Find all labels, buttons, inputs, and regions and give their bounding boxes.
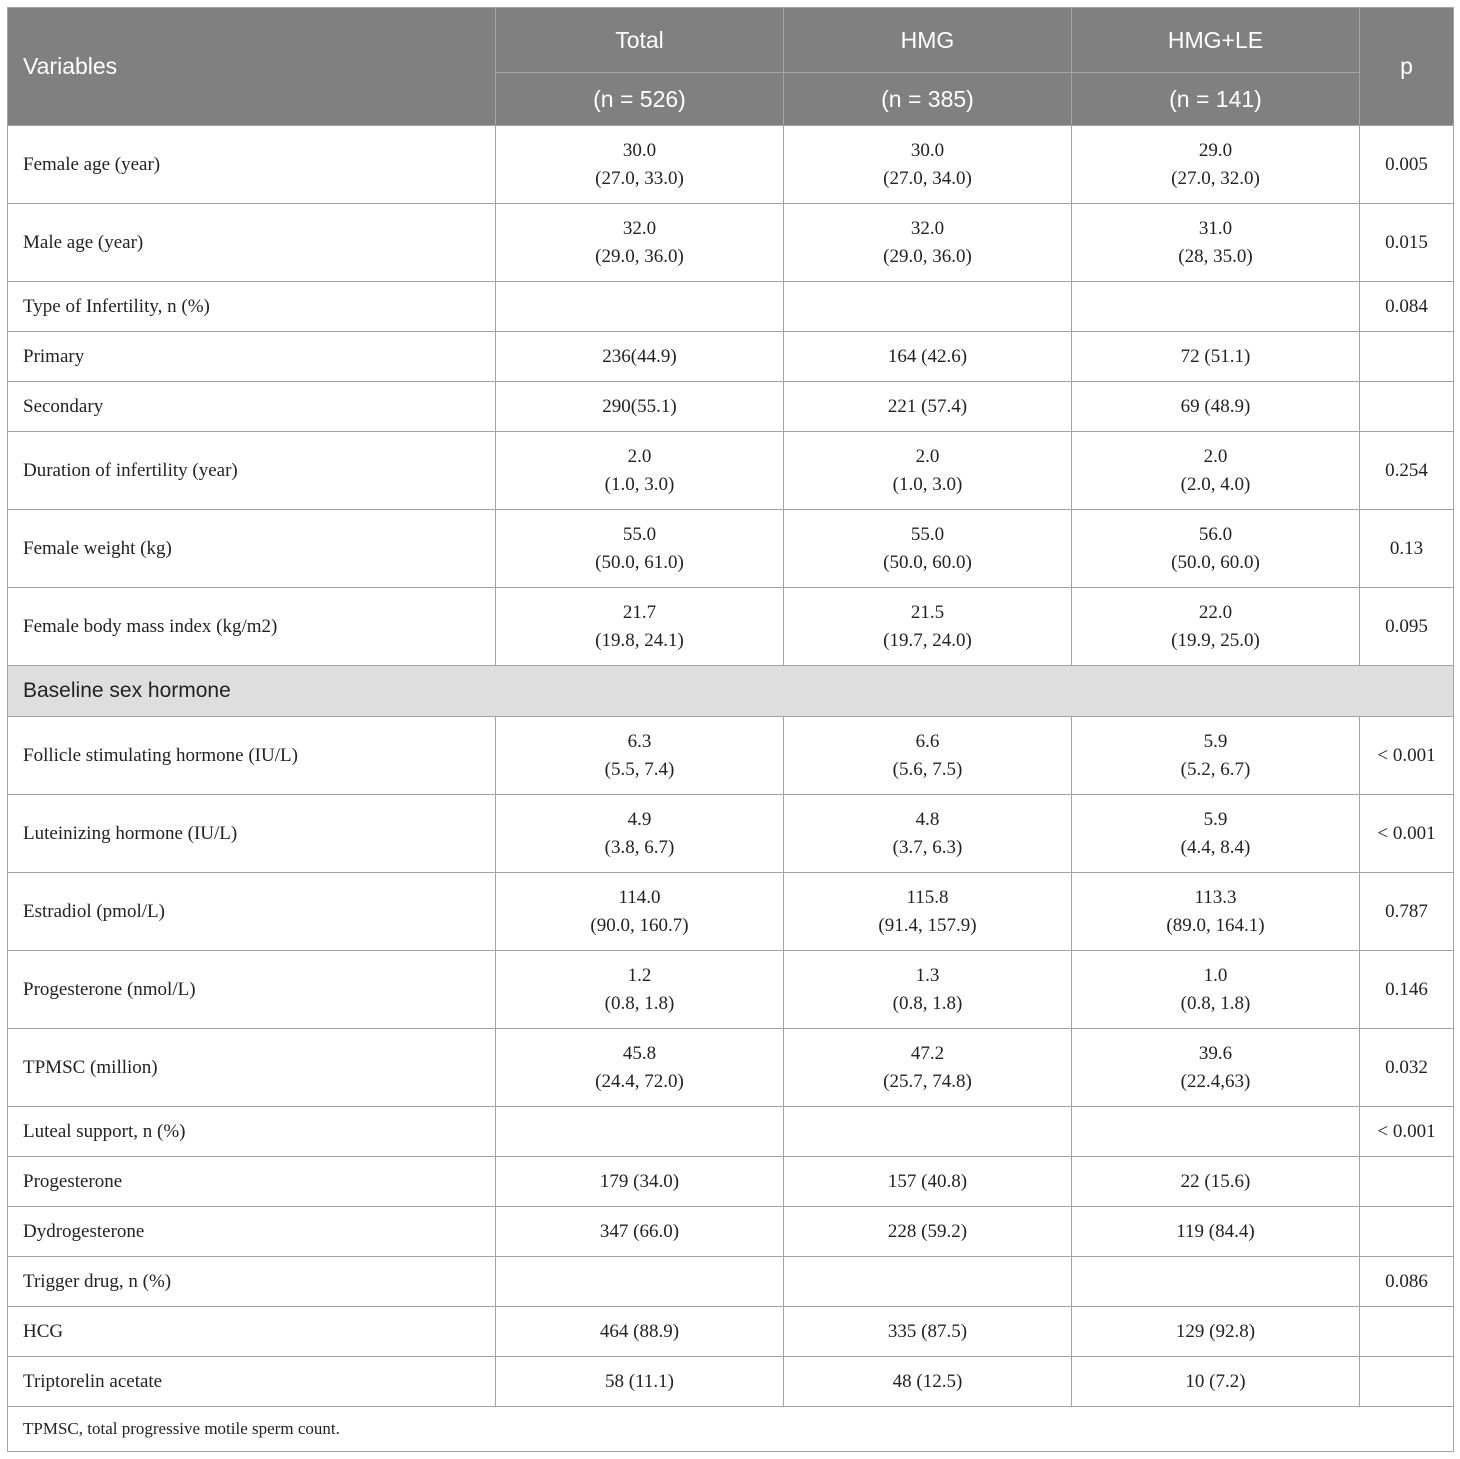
cell-p-value: 0.086	[1360, 1257, 1454, 1307]
median-value: 55.0	[910, 523, 945, 545]
median-value: 4.9	[627, 808, 652, 830]
table-row	[8, 332, 1454, 382]
cell-hmgle	[1072, 951, 1360, 1029]
cell-total	[496, 282, 784, 332]
median-value: 30.0	[622, 139, 657, 161]
cell-hmgle	[1072, 282, 1360, 332]
table-row	[8, 126, 1454, 204]
median-value: 39.6	[1198, 1042, 1233, 1064]
row-label: HCG	[8, 1307, 496, 1357]
row-label: Male age (year)	[8, 204, 496, 282]
table-row	[8, 510, 1454, 588]
cell-hmgle	[1072, 1257, 1360, 1307]
header-variables: Variables	[8, 8, 496, 126]
table-row	[8, 1207, 1454, 1257]
median-value: 1.3	[915, 964, 940, 986]
table-row	[8, 1029, 1454, 1107]
median-value: 5.9	[1203, 808, 1228, 830]
row-label: Follicle stimulating hormone (IU/L)	[8, 717, 496, 795]
cell-p-value: < 0.001	[1360, 717, 1454, 795]
table-row	[8, 1307, 1454, 1357]
cell-total	[496, 951, 784, 1029]
cell-hmg: 335 (87.5)	[784, 1307, 1072, 1357]
median-value: 56.0	[1198, 523, 1233, 545]
baseline-characteristics-table	[7, 7, 1454, 1452]
median-value: 29.0	[1198, 139, 1233, 161]
iqr-value: (27.0, 33.0)	[595, 167, 684, 189]
iqr-value: (91.4, 157.9)	[878, 914, 977, 936]
row-label: Female age (year)	[8, 126, 496, 204]
median-value: 2.0	[627, 445, 652, 467]
iqr-value: (19.7, 24.0)	[883, 629, 972, 651]
cell-total: 464 (88.9)	[496, 1307, 784, 1357]
median-value: 6.6	[915, 730, 940, 752]
table-row	[8, 382, 1454, 432]
row-label: Female body mass index (kg/m2)	[8, 588, 496, 666]
cell-total	[496, 873, 784, 951]
median-value: 113.3	[1194, 886, 1237, 908]
cell-total: 347 (66.0)	[496, 1207, 784, 1257]
iqr-value: (0.8, 1.8)	[892, 992, 963, 1014]
iqr-value: (1.0, 3.0)	[892, 473, 963, 495]
table-row	[8, 795, 1454, 873]
iqr-value: (25.7, 74.8)	[883, 1070, 972, 1092]
iqr-value: (28, 35.0)	[1178, 245, 1253, 267]
cell-p-value: 0.032	[1360, 1029, 1454, 1107]
section-row	[8, 666, 1454, 717]
iqr-value: (19.8, 24.1)	[595, 629, 684, 651]
table-row	[8, 1107, 1454, 1157]
iqr-value: (19.9, 25.0)	[1171, 629, 1260, 651]
cell-hmg	[784, 204, 1072, 282]
cell-hmg	[784, 795, 1072, 873]
median-value: 31.0	[1198, 217, 1233, 239]
row-label: Primary	[8, 332, 496, 382]
iqr-value: (50.0, 61.0)	[595, 551, 684, 573]
cell-hmgle	[1072, 795, 1360, 873]
median-value: 6.3	[627, 730, 652, 752]
median-value: 30.0	[910, 139, 945, 161]
table-row	[8, 1357, 1454, 1407]
cell-hmg	[784, 951, 1072, 1029]
table-row	[8, 432, 1454, 510]
cell-hmgle	[1072, 510, 1360, 588]
row-label: Duration of infertility (year)	[8, 432, 496, 510]
cell-p-value: 0.13	[1360, 510, 1454, 588]
cell-p-value	[1360, 1207, 1454, 1257]
median-value: 32.0	[910, 217, 945, 239]
table-row	[8, 951, 1454, 1029]
cell-p-value: 0.095	[1360, 588, 1454, 666]
iqr-value: (27.0, 32.0)	[1171, 167, 1260, 189]
cell-hmgle	[1072, 873, 1360, 951]
cell-hmg: 221 (57.4)	[784, 382, 1072, 432]
cell-hmgle: 10 (7.2)	[1072, 1357, 1360, 1407]
header-group-hmg: HMG	[784, 8, 1072, 73]
cell-p-value	[1360, 382, 1454, 432]
median-value: 21.7	[622, 601, 657, 623]
cell-p-value: < 0.001	[1360, 795, 1454, 873]
cell-hmg	[784, 282, 1072, 332]
row-label: Dydrogesterone	[8, 1207, 496, 1257]
table-row	[8, 282, 1454, 332]
cell-hmg	[784, 873, 1072, 951]
cell-hmg	[784, 588, 1072, 666]
cell-p-value: 0.015	[1360, 204, 1454, 282]
cell-hmg	[784, 1029, 1072, 1107]
cell-hmgle	[1072, 204, 1360, 282]
iqr-value: (2.0, 4.0)	[1180, 473, 1251, 495]
iqr-value: (5.5, 7.4)	[604, 758, 675, 780]
row-label: Estradiol (pmol/L)	[8, 873, 496, 951]
iqr-value: (29.0, 36.0)	[883, 245, 972, 267]
cell-p-value	[1360, 332, 1454, 382]
table-container	[7, 7, 1453, 1452]
cell-hmg	[784, 717, 1072, 795]
table-header	[8, 8, 1454, 126]
median-value: 2.0	[915, 445, 940, 467]
cell-hmgle: 22 (15.6)	[1072, 1157, 1360, 1207]
cell-total	[496, 1029, 784, 1107]
median-value: 22.0	[1198, 601, 1233, 623]
iqr-value: (4.4, 8.4)	[1180, 836, 1251, 858]
header-group-total: Total	[496, 8, 784, 73]
cell-total	[496, 588, 784, 666]
row-label: Progesterone (nmol/L)	[8, 951, 496, 1029]
iqr-value: (1.0, 3.0)	[604, 473, 675, 495]
cell-total	[496, 795, 784, 873]
header-p: p	[1360, 8, 1454, 126]
row-label: Trigger drug, n (%)	[8, 1257, 496, 1307]
cell-hmgle	[1072, 588, 1360, 666]
cell-hmgle: 129 (92.8)	[1072, 1307, 1360, 1357]
iqr-value: (0.8, 1.8)	[1180, 992, 1251, 1014]
cell-p-value: 0.146	[1360, 951, 1454, 1029]
cell-p-value	[1360, 1307, 1454, 1357]
cell-hmgle	[1072, 717, 1360, 795]
median-value: 5.9	[1203, 730, 1228, 752]
table-footnote: TPMSC, total progressive motile sperm count.	[8, 1407, 1454, 1452]
row-label: Progesterone	[8, 1157, 496, 1207]
median-value: 114.0	[618, 886, 661, 908]
iqr-value: (50.0, 60.0)	[883, 551, 972, 573]
cell-hmg: 48 (12.5)	[784, 1357, 1072, 1407]
cell-total	[496, 432, 784, 510]
cell-p-value	[1360, 1157, 1454, 1207]
cell-p-value	[1360, 1357, 1454, 1407]
row-label: Luteal support, n (%)	[8, 1107, 496, 1157]
cell-total: 290(55.1)	[496, 382, 784, 432]
iqr-value: (24.4, 72.0)	[595, 1070, 684, 1092]
cell-hmg	[784, 432, 1072, 510]
cell-total	[496, 510, 784, 588]
section-title: Baseline sex hormone	[8, 666, 1454, 717]
table-row	[8, 717, 1454, 795]
cell-hmgle	[1072, 432, 1360, 510]
iqr-value: (5.6, 7.5)	[892, 758, 963, 780]
cell-p-value: 0.005	[1360, 126, 1454, 204]
cell-total	[496, 717, 784, 795]
iqr-value: (3.7, 6.3)	[892, 836, 963, 858]
row-label: Triptorelin acetate	[8, 1357, 496, 1407]
table-row	[8, 588, 1454, 666]
table-row	[8, 1257, 1454, 1307]
cell-total	[496, 1107, 784, 1157]
cell-hmg	[784, 1107, 1072, 1157]
median-value: 1.2	[627, 964, 652, 986]
cell-total: 236(44.9)	[496, 332, 784, 382]
cell-p-value: 0.084	[1360, 282, 1454, 332]
iqr-value: (5.2, 6.7)	[1180, 758, 1251, 780]
header-n-hmg: (n = 385)	[784, 73, 1072, 126]
cell-hmg: 228 (59.2)	[784, 1207, 1072, 1257]
row-label: Luteinizing hormone (IU/L)	[8, 795, 496, 873]
cell-total: 179 (34.0)	[496, 1157, 784, 1207]
median-value: 47.2	[910, 1042, 945, 1064]
cell-hmgle: 69 (48.9)	[1072, 382, 1360, 432]
iqr-value: (22.4,63)	[1180, 1070, 1251, 1092]
iqr-value: (3.8, 6.7)	[604, 836, 675, 858]
header-group-hmg-le: HMG+LE	[1072, 8, 1360, 73]
iqr-value: (0.8, 1.8)	[604, 992, 675, 1014]
cell-hmg	[784, 126, 1072, 204]
row-label: Type of Infertility, n (%)	[8, 282, 496, 332]
cell-total	[496, 204, 784, 282]
iqr-value: (90.0, 160.7)	[590, 914, 689, 936]
table-row	[8, 204, 1454, 282]
median-value: 21.5	[910, 601, 945, 623]
iqr-value: (50.0, 60.0)	[1171, 551, 1260, 573]
table-row	[8, 873, 1454, 951]
cell-p-value: 0.787	[1360, 873, 1454, 951]
median-value: 55.0	[622, 523, 657, 545]
median-value: 32.0	[622, 217, 657, 239]
cell-hmg: 157 (40.8)	[784, 1157, 1072, 1207]
iqr-value: (29.0, 36.0)	[595, 245, 684, 267]
median-value: 1.0	[1203, 964, 1228, 986]
cell-total: 58 (11.1)	[496, 1357, 784, 1407]
median-value: 115.8	[906, 886, 949, 908]
cell-total	[496, 1257, 784, 1307]
table-body	[8, 126, 1454, 1407]
header-n-total: (n = 526)	[496, 73, 784, 126]
row-label: Female weight (kg)	[8, 510, 496, 588]
median-value: 45.8	[622, 1042, 657, 1064]
header-n-hmg-le: (n = 141)	[1072, 73, 1360, 126]
median-value: 2.0	[1203, 445, 1228, 467]
median-value: 4.8	[915, 808, 940, 830]
cell-hmgle: 119 (84.4)	[1072, 1207, 1360, 1257]
table-row	[8, 1157, 1454, 1207]
cell-hmg	[784, 1257, 1072, 1307]
cell-hmgle	[1072, 126, 1360, 204]
cell-hmgle: 72 (51.1)	[1072, 332, 1360, 382]
iqr-value: (27.0, 34.0)	[883, 167, 972, 189]
cell-hmg: 164 (42.6)	[784, 332, 1072, 382]
cell-hmg	[784, 510, 1072, 588]
cell-p-value: 0.254	[1360, 432, 1454, 510]
cell-hmgle	[1072, 1107, 1360, 1157]
iqr-value: (89.0, 164.1)	[1166, 914, 1265, 936]
cell-total	[496, 126, 784, 204]
cell-hmgle	[1072, 1029, 1360, 1107]
row-label: Secondary	[8, 382, 496, 432]
cell-p-value: < 0.001	[1360, 1107, 1454, 1157]
row-label: TPMSC (million)	[8, 1029, 496, 1107]
